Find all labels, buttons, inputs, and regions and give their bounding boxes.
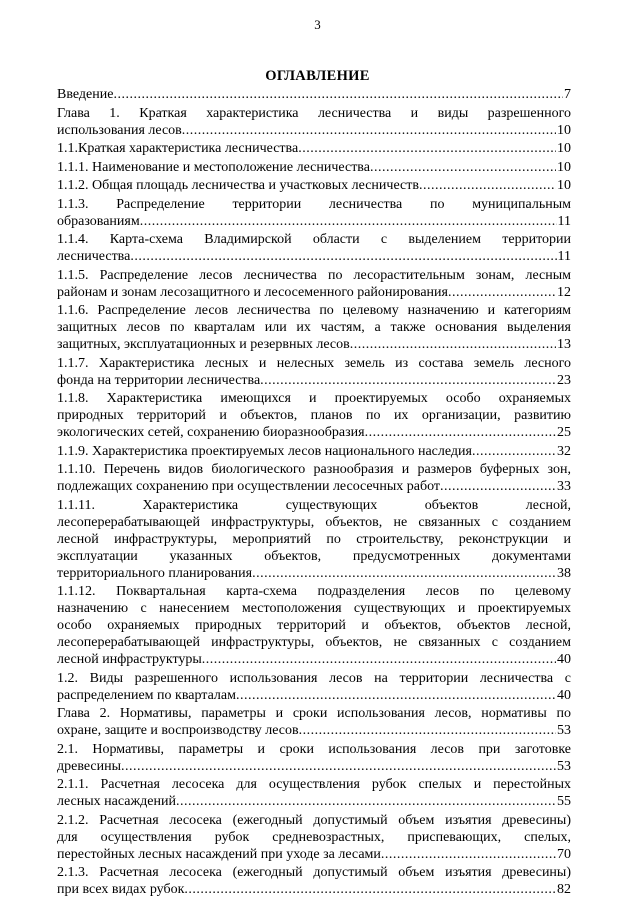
toc-entry-last-line bbox=[57, 651, 571, 668]
toc-entry-line: Глава 2. Нормативы, параметры и сроки использования лесов, нормативы по bbox=[57, 706, 571, 721]
dot-leader bbox=[299, 722, 556, 739]
toc-page-number: 25 bbox=[557, 425, 571, 440]
table-of-contents bbox=[57, 86, 571, 900]
toc-entry-line: 1.1.4. Карта-схема Владимирской области с выделением территории bbox=[57, 232, 571, 247]
toc-entry-last-line bbox=[57, 793, 571, 810]
dot-leader bbox=[370, 159, 556, 176]
toc-entry-last-line bbox=[57, 881, 571, 898]
toc-entry-line: 1.1.6. Распределение лесов лесничества по целевому назначению и категориям bbox=[57, 303, 571, 318]
toc-entry-last-line bbox=[57, 159, 571, 176]
toc-entry-text: распределением по кварталам bbox=[57, 687, 236, 703]
toc-entry bbox=[57, 497, 571, 582]
toc-entry bbox=[57, 267, 571, 301]
dot-leader bbox=[350, 336, 556, 353]
toc-entry-text: лесных насаждений bbox=[57, 794, 176, 809]
toc-page-number: 11 bbox=[557, 213, 571, 229]
toc-entry-last-line bbox=[57, 846, 571, 863]
toc-entry-text: территориального планирования bbox=[57, 565, 253, 581]
toc-entry-text: образованиям bbox=[57, 213, 140, 229]
toc-entry bbox=[57, 86, 571, 103]
toc-entry-line: 1.1.5. Распределение лесов лесничества по лесорастительным зонам, лесным bbox=[57, 267, 571, 283]
toc-entry-text: лесничества bbox=[57, 249, 131, 264]
dot-leader bbox=[130, 248, 556, 265]
dot-leader bbox=[472, 443, 556, 460]
toc-entry-line: 2.1.2. Расчетная лесосека (ежегодный допустимый объем изъятия древесины) bbox=[57, 812, 571, 828]
toc-entry-last-line bbox=[57, 372, 571, 389]
toc-page-number: 23 bbox=[557, 372, 571, 388]
toc-page-number: 70 bbox=[557, 846, 571, 862]
dot-leader bbox=[184, 881, 556, 898]
toc-entry-line: защитных лесов по кварталам или их частям, а также основания выделения bbox=[57, 320, 571, 335]
toc-entry-line: 1.1.12. Поквартальная карта-схема подразделения лесов по целевому bbox=[57, 584, 571, 599]
toc-entry-text: подлежащих сохранению при осуществлении лесосечных работ bbox=[57, 479, 441, 494]
toc-entry bbox=[57, 105, 571, 139]
toc-entry-text: 1.1.1. Наименование и местоположение лесничества bbox=[57, 159, 370, 175]
dot-leader bbox=[419, 177, 556, 194]
toc-entry bbox=[57, 776, 571, 810]
dot-leader bbox=[260, 372, 556, 389]
toc-entry-line: 1.2. Виды разрешенного использования лесов на территории лесничества с bbox=[57, 670, 571, 686]
toc-entry-last-line bbox=[57, 565, 571, 582]
toc-entry-last-line bbox=[57, 86, 571, 103]
dot-leader bbox=[236, 687, 556, 704]
toc-page-number: 10 bbox=[557, 141, 571, 156]
toc-entry-last-line bbox=[57, 140, 571, 157]
dot-leader bbox=[182, 122, 556, 139]
toc-entry bbox=[57, 159, 571, 176]
toc-entry bbox=[57, 231, 571, 265]
toc-entry-text: лесной инфраструктуры bbox=[57, 652, 202, 667]
dot-leader bbox=[440, 478, 556, 495]
toc-page-number: 40 bbox=[557, 687, 571, 703]
toc-page-number: 33 bbox=[557, 479, 571, 494]
dot-leader bbox=[448, 284, 556, 301]
toc-entry-last-line bbox=[57, 336, 571, 353]
toc-entry-text: древесины bbox=[57, 758, 122, 774]
toc-entry-line: эксплуатации указанных объектов, предусмотренных документами bbox=[57, 548, 571, 564]
toc-entry-line: 1.1.11. Характеристика существующих объектов лесной, bbox=[57, 497, 571, 513]
toc-entry bbox=[57, 196, 571, 230]
toc-entry-text: экологических сетей, сохранению биоразнообразия bbox=[57, 425, 365, 440]
toc-entry-text: 1.1.9. Характеристика проектируемых лесов национального наследия bbox=[57, 443, 472, 459]
toc-entry-last-line bbox=[57, 758, 571, 775]
toc-entry-last-line bbox=[57, 722, 571, 739]
toc-entry-text: фонда на территории лесничества bbox=[57, 372, 261, 388]
toc-entry-line: назначению с нанесением местоположения существующих и проектируемых bbox=[57, 601, 571, 616]
dot-leader bbox=[121, 758, 556, 775]
toc-page-number: 7 bbox=[564, 87, 571, 102]
toc-entry-line: 2.1. Нормативы, параметры и сроки использования лесов при заготовке bbox=[57, 741, 571, 757]
toc-entry bbox=[57, 741, 571, 775]
toc-page-number: 12 bbox=[557, 284, 571, 300]
toc-page-number: 38 bbox=[557, 565, 571, 581]
toc-entry-last-line bbox=[57, 443, 571, 460]
dot-leader bbox=[113, 86, 563, 103]
toc-entry-line: 1.1.8. Характеристика имеющихся и проектируемых особо охраняемых bbox=[57, 391, 571, 406]
toc-entry bbox=[57, 583, 571, 668]
dot-leader bbox=[202, 651, 556, 668]
toc-title: ОГЛАВЛЕНИЕ bbox=[265, 68, 370, 84]
toc-entry-line: 2.1.1. Расчетная лесосека для осуществления рубок спелых и перестойных bbox=[57, 777, 571, 792]
toc-entry-line: особо охраняемых природных территорий и объектов, объектов лесной, bbox=[57, 618, 571, 633]
toc-page-number: 82 bbox=[557, 882, 571, 897]
toc-entry-last-line bbox=[57, 687, 571, 704]
toc-entry-text: 1.1.Краткая характеристика лесничества bbox=[57, 141, 299, 156]
dot-leader bbox=[298, 140, 556, 157]
page-number: 3 bbox=[314, 17, 321, 32]
toc-page-number: 13 bbox=[557, 337, 571, 352]
toc-entry bbox=[57, 461, 571, 495]
toc-entry-line: природных территорий и объектов, планов по их организации, развитию bbox=[57, 408, 571, 423]
toc-entry bbox=[57, 443, 571, 460]
toc-entry bbox=[57, 864, 571, 898]
toc-entry-last-line bbox=[57, 122, 571, 139]
dot-leader bbox=[252, 565, 556, 582]
toc-entry-line: лесоперерабатывающей инфраструктуры, объектов, не связанных с созданием bbox=[57, 514, 571, 530]
toc-entry-last-line bbox=[57, 248, 571, 265]
toc-page-number: 53 bbox=[557, 758, 571, 774]
toc-page-number: 32 bbox=[557, 443, 571, 459]
toc-entry bbox=[57, 390, 571, 441]
dot-leader bbox=[140, 213, 557, 230]
toc-entry bbox=[57, 812, 571, 863]
toc-page-number: 53 bbox=[557, 723, 571, 738]
toc-page-number: 10 bbox=[557, 159, 571, 175]
toc-entry-text: перестойных лесных насаждений при уходе за лесами bbox=[57, 846, 381, 862]
toc-entry-last-line bbox=[57, 478, 571, 495]
toc-entry-last-line bbox=[57, 284, 571, 301]
toc-entry-text: 1.1.2. Общая площадь лесничества и участковых лесничеств bbox=[57, 178, 419, 193]
toc-entry bbox=[57, 302, 571, 353]
toc-entry-line: 1.1.7. Характеристика лесных и нелесных земель из состава земель лесного bbox=[57, 355, 571, 371]
toc-entry-text: охране, защите и воспроизводству лесов bbox=[57, 723, 299, 738]
toc-entry-text: районам и зонам лесозащитного и лесосеменного районирования bbox=[57, 284, 448, 300]
toc-entry-last-line bbox=[57, 424, 571, 441]
toc-page-number: 40 bbox=[557, 652, 571, 667]
toc-entry bbox=[57, 705, 571, 739]
toc-entry-last-line bbox=[57, 213, 571, 230]
toc-entry-text: при всех видах рубок bbox=[57, 882, 185, 897]
toc-entry-line: лесной инфраструктуры, мероприятий по строительству, реконструкции и bbox=[57, 531, 571, 547]
toc-entry-line: 1.1.10. Перечень видов биологического разнообразия и размеров буферных зон, bbox=[57, 462, 571, 477]
toc-page-number: 55 bbox=[557, 794, 571, 809]
dot-leader bbox=[176, 793, 556, 810]
toc-entry-line: 1.1.3. Распределение территории лесничества по муниципальным bbox=[57, 196, 571, 212]
dot-leader bbox=[365, 424, 556, 441]
toc-page-number: 11 bbox=[557, 249, 571, 264]
toc-entry-text: защитных, эксплуатационных и резервных лесов bbox=[57, 337, 350, 352]
toc-entry-line: для осуществления рубок средневозрастных, приспевающих, спелых, bbox=[57, 829, 571, 845]
toc-entry bbox=[57, 355, 571, 389]
toc-entry-line: лесоперерабатывающей инфраструктуры, объектов, не связанных с созданием bbox=[57, 635, 571, 650]
toc-page-number: 10 bbox=[557, 122, 571, 138]
toc-entry-last-line bbox=[57, 177, 571, 194]
toc-entry-text: использования лесов bbox=[57, 122, 182, 138]
toc-entry-line: 2.1.3. Расчетная лесосека (ежегодный допустимый объем изъятия древесины) bbox=[57, 865, 571, 880]
toc-page-number: 10 bbox=[557, 178, 571, 193]
toc-entry-text: Введение bbox=[57, 87, 114, 102]
toc-entry-line: Глава 1. Краткая характеристика лесничества и виды разрешенного bbox=[57, 105, 571, 121]
dot-leader bbox=[381, 846, 556, 863]
toc-entry bbox=[57, 140, 571, 157]
toc-entry bbox=[57, 670, 571, 704]
toc-entry bbox=[57, 177, 571, 194]
